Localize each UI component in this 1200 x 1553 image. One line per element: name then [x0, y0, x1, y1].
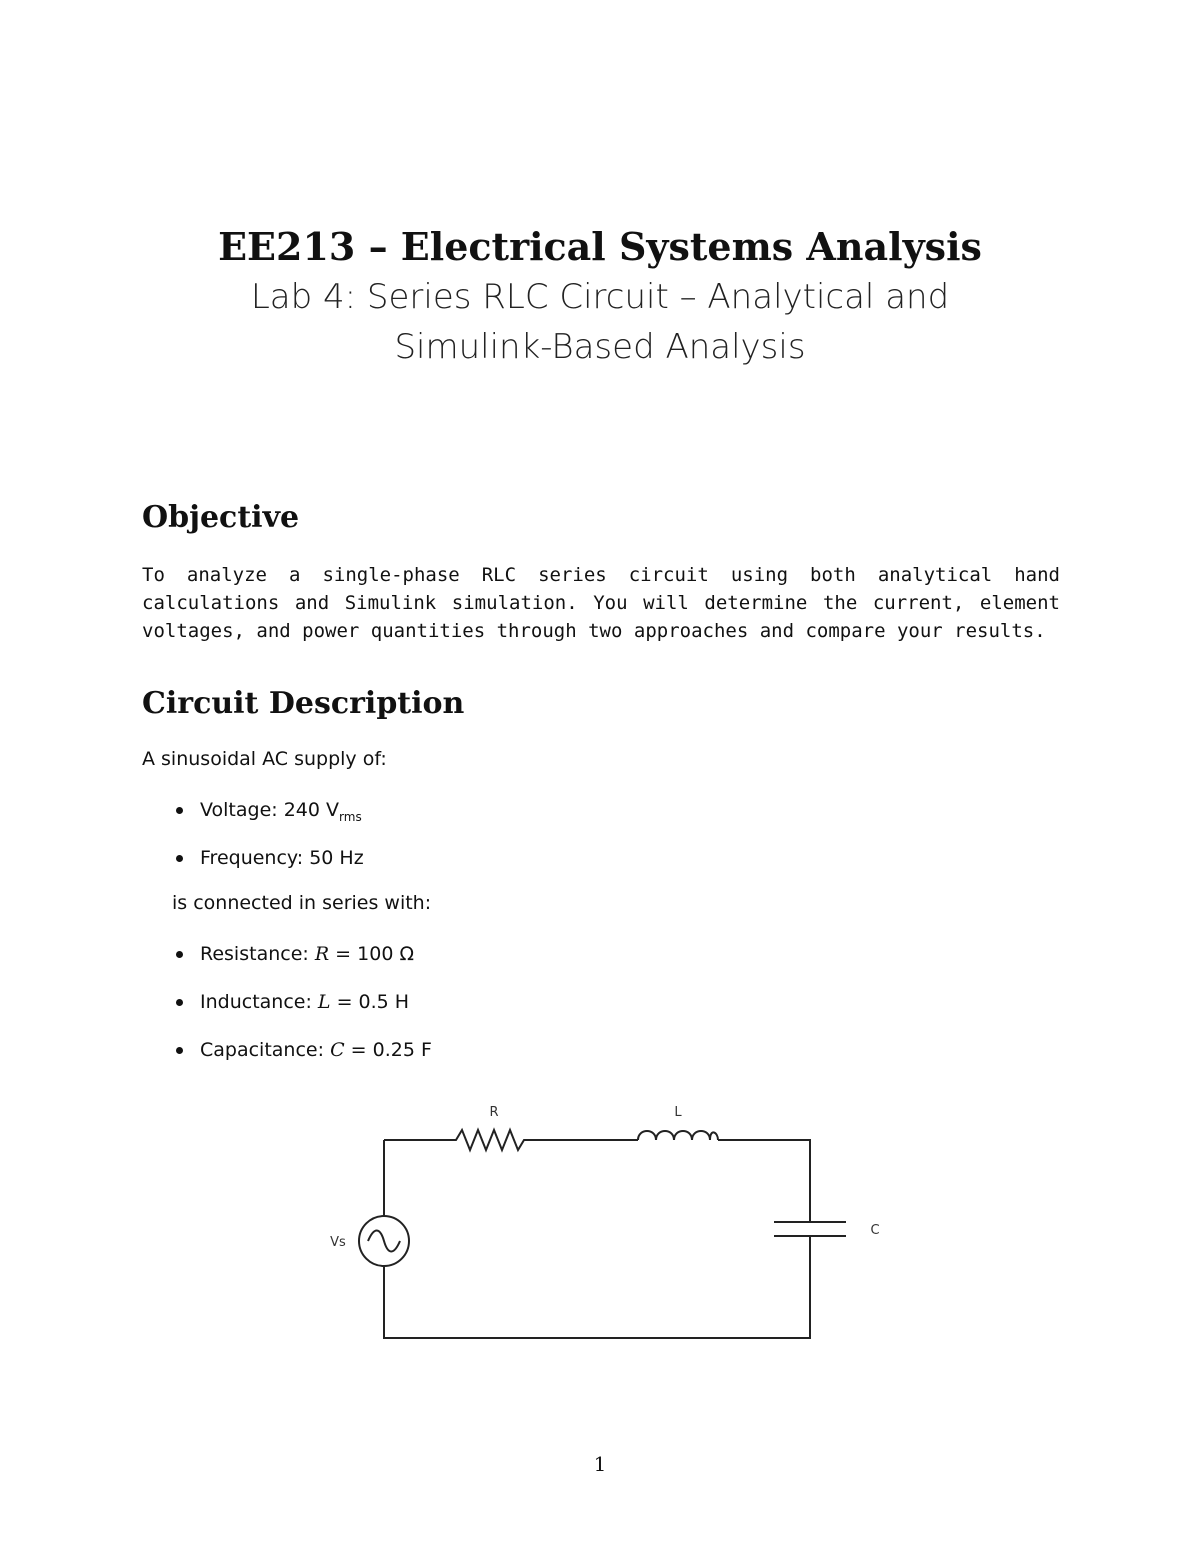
lab-title-line-1: Lab 4: Series RLC Circuit – Analytical and [250, 277, 950, 317]
label-l: L [674, 1105, 682, 1120]
supply-list [172, 796, 364, 892]
objective-text: To analyze a single-phase RLC series circuit using both analytical hand calculations and Simulink simulation. You will determine the current, element voltages, and power quantities through two approaches and compare your results. [142, 564, 1060, 642]
resistance-label: Resistance: [200, 943, 315, 965]
supply-intro: A sinusoidal AC supply of: [142, 748, 387, 770]
wire-bottom [384, 1236, 810, 1338]
course-title: EE213 – Electrical Systems Analysis [218, 224, 982, 269]
capacitance-symbol: C [330, 1039, 345, 1061]
resistor-symbol [384, 1130, 638, 1150]
list-item-inductance [172, 988, 432, 1036]
component-list [172, 940, 432, 1084]
page-number: 1 [593, 1452, 607, 1476]
capacitance-value: = 0.25 F [344, 1039, 432, 1061]
inductor-symbol [638, 1131, 718, 1140]
inductance-value: = 0.5 H [330, 991, 410, 1013]
list-item-capacitance [172, 1036, 432, 1084]
label-c: C [870, 1223, 880, 1238]
list-item-resistance [172, 940, 432, 988]
objective-heading: Objective [142, 500, 300, 535]
wire-right-top [718, 1140, 810, 1222]
voltage-label: Voltage: [200, 799, 284, 821]
list-item-voltage [172, 796, 364, 844]
frequency-label: Frequency: [200, 847, 310, 869]
inductance-symbol: L [317, 991, 331, 1013]
title-block [0, 222, 1200, 372]
resistance-symbol: R [314, 943, 330, 965]
circuit-diagram [310, 1090, 910, 1350]
label-vs: Vs [330, 1235, 346, 1250]
voltage-subscript: rms [339, 809, 362, 824]
circuit-description-heading: Circuit Description [142, 686, 465, 721]
resistance-value: = 100 Ω [329, 943, 414, 965]
list-item-frequency [172, 844, 364, 892]
voltage-value: 240 V [283, 799, 340, 821]
inductance-label: Inductance: [200, 991, 318, 1013]
sine-wave-icon [368, 1231, 400, 1252]
capacitance-label: Capacitance: [200, 1039, 331, 1061]
connection-text: is connected in series with: [172, 892, 432, 914]
frequency-value: 50 Hz [309, 847, 364, 869]
label-r: R [489, 1105, 499, 1120]
lab-title-line-2: Simulink-Based Analysis [394, 327, 806, 367]
